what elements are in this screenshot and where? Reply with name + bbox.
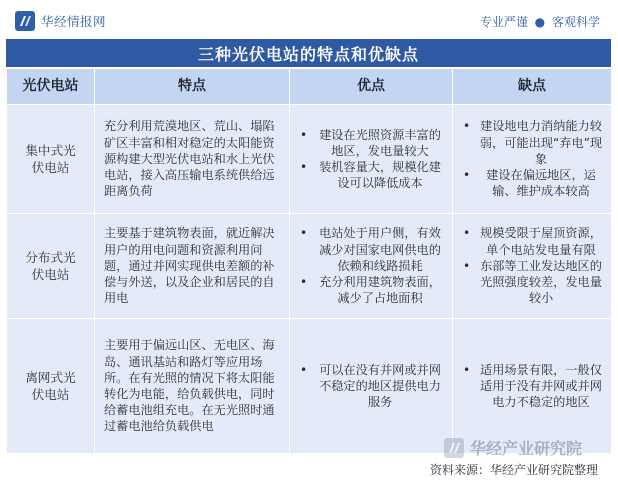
source-note: 资料来源：华经产业研究院整理 <box>429 463 598 477</box>
top-bar <box>0 0 618 38</box>
brand-name: 华经情报网 <box>41 14 107 29</box>
cell-pros <box>290 214 453 319</box>
cell-features: 主要基于建筑物表面，就近解决用户的用电问题和资源利用问题，通过并网实现供电差额的补偿与外送，以及企业和居民的自用电 <box>95 214 290 319</box>
con-item: • 适用场景有限，一般仅适用于没有并网或并网电力不稳定的地区 <box>461 362 605 411</box>
watermark <box>444 436 582 459</box>
pro-item: • 电站处于用户侧，有效减少对国家电网供电的依赖和线路损耗 <box>298 225 446 274</box>
con-item: • 规模受限于屋顶资源，单个电站发电量有限 <box>461 225 605 257</box>
column-header-features: 特点 <box>95 69 290 105</box>
cell-type <box>7 319 95 454</box>
cell-cons <box>453 105 612 214</box>
cell-pros <box>290 319 453 454</box>
table-header-row <box>7 69 612 105</box>
column-header-type: 光伏电站 <box>7 69 95 105</box>
table-row-centralized <box>7 105 612 214</box>
con-item: • 建设地电力消纳能力较弱，可能出现“弃电”现象 <box>461 118 605 167</box>
con-item: • 建设在偏远地区，运输、维护成本较高 <box>461 167 605 199</box>
pro-item: • 建设在光照资源丰富的地区，发电量较大 <box>298 127 446 159</box>
huajing-watermark-icon <box>444 438 464 458</box>
pro-item: • 充分利用建筑物表面，减少了占地面积 <box>298 274 446 306</box>
con-item: • 东部等工业发达地区的光照强度较差，发电量较小 <box>461 258 605 307</box>
station-type: 离网式光伏电站 <box>25 370 76 402</box>
watermark-text: 华经产业研究院 <box>470 439 583 458</box>
cell-features: 主要用于偏远山区、无电区、海岛、通讯基站和路灯等应用场所。在有光照的情况下将太阳能转化为电能，给负载供电，同时给蓄电池组充电。在无光照时通过蓄电池给负载供电 <box>95 319 290 454</box>
pro-item: • 装机容量大，规模化建设可以降低成本 <box>298 159 446 191</box>
cell-type <box>7 105 95 214</box>
comparison-table <box>6 68 612 454</box>
slogan-separator: ● <box>534 15 546 29</box>
table-row-distributed <box>7 214 612 319</box>
cell-type <box>7 214 95 319</box>
column-header-cons: 缺点 <box>453 69 612 105</box>
cell-cons <box>453 319 612 454</box>
cell-cons <box>453 214 612 319</box>
table-row-offgrid <box>7 319 612 454</box>
brand-logo <box>15 11 106 31</box>
slogan-right: 客观科学 <box>551 15 600 29</box>
cell-features: 充分利用荒漠地区、荒山、塌陷矿区丰富和相对稳定的太阳能资源构建大型光伏电站和水上光伏电站，接入高压输电系统供给远距离负荷 <box>95 105 290 214</box>
pro-item: • 可以在没有并网或并网不稳定的地区提供电力服务 <box>298 362 446 411</box>
station-type: 分布式光伏电站 <box>25 250 76 282</box>
station-type: 集中式光伏电站 <box>25 143 76 175</box>
table-title: 三种光伏电站的特点和优缺点 <box>6 39 611 67</box>
huajing-logo-icon <box>15 11 35 31</box>
slogan-left: 专业严谨 <box>479 15 528 29</box>
cell-pros <box>290 105 453 214</box>
slogan <box>480 13 600 30</box>
column-header-pros: 优点 <box>290 69 453 105</box>
